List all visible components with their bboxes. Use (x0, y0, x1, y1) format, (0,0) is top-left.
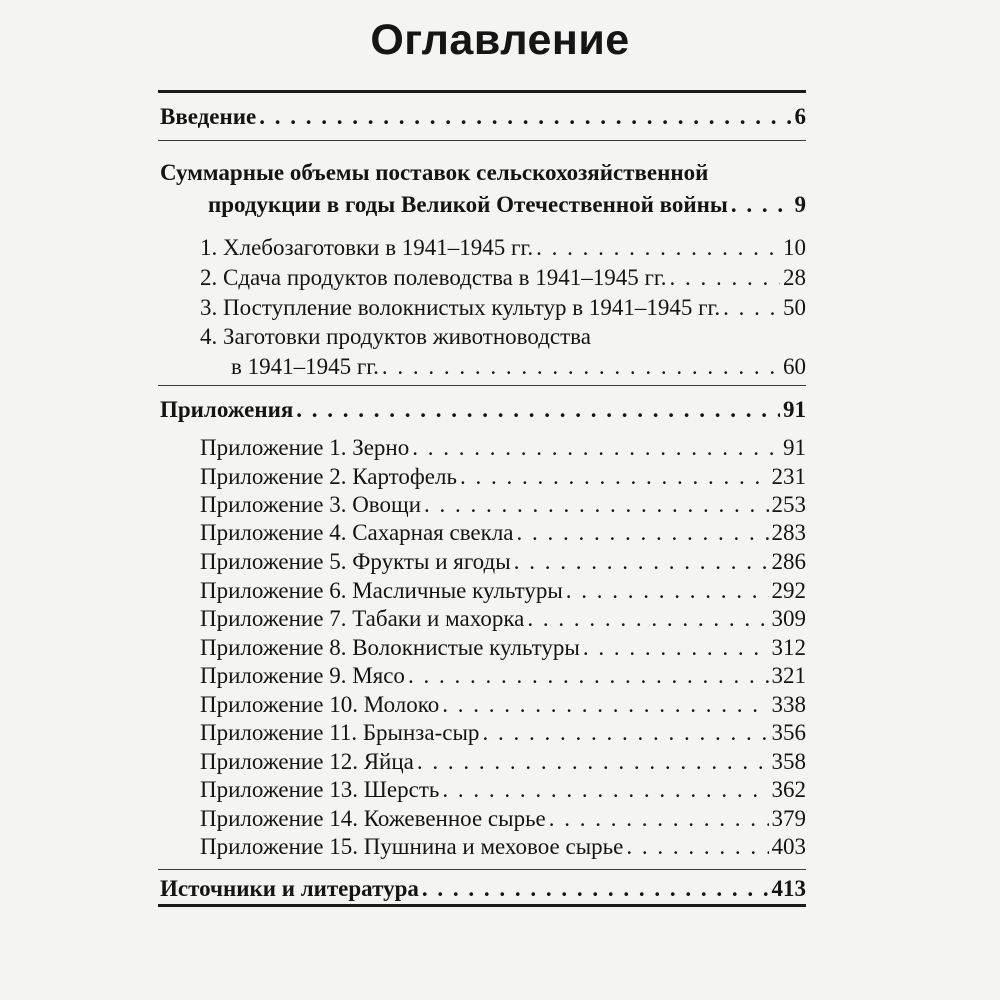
toc-page-number: 91 (783, 435, 806, 460)
toc-page-number: 356 (771, 720, 806, 745)
toc-entry-appendix-15 (200, 832, 806, 862)
leader-dots (296, 395, 780, 425)
leader-dots (549, 804, 769, 834)
section-divider (158, 140, 806, 141)
leader-dots (527, 604, 768, 634)
toc-entry-label: Приложение 13. Шерсть (200, 777, 440, 802)
toc-entry-summary-line1: Суммарные объемы поставок сельскохозяйственной (160, 160, 709, 185)
leader-dots (442, 775, 768, 805)
toc-entry-label: 2. Сдача продуктов полеводства в 1941–1945 гг. (200, 265, 667, 290)
toc-entry-label: 1. Хлебозаготовки в 1941–1945 гг. (200, 235, 534, 260)
toc-entry-section-3 (200, 293, 806, 323)
toc-entry-label: Приложение 5. Фрукты и ягоды (200, 549, 511, 574)
leader-dots (583, 633, 769, 663)
toc-entry-sources (160, 874, 806, 904)
toc-entry-label: Приложение 11. Брынза-сыр (200, 720, 480, 745)
toc-entry-section-4-line1: 4. Заготовки продуктов животноводства (200, 324, 591, 349)
toc-page-number: 50 (783, 295, 806, 320)
toc-entry-appendix-14 (200, 804, 806, 834)
leader-dots (382, 352, 780, 382)
leader-dots (460, 462, 769, 492)
leader-dots (422, 874, 769, 904)
toc-page-number: 283 (771, 520, 806, 545)
toc-page-number: 231 (771, 464, 806, 489)
toc-entry-label: Источники и литература (160, 876, 419, 901)
toc-entry-appendices (160, 395, 806, 425)
bottom-rule (158, 904, 806, 907)
toc-page-number: 10 (783, 235, 806, 260)
toc-entry-appendix-6 (200, 576, 806, 606)
section-divider (158, 869, 806, 870)
toc-entry-appendix-9 (200, 661, 806, 691)
leader-dots (442, 690, 768, 720)
toc-page-number: 403 (771, 834, 806, 859)
toc-page-number: 362 (771, 777, 806, 802)
toc-entry-label: продукции в годы Великой Отечественной войны (208, 192, 728, 217)
toc-entry-appendix-7 (200, 604, 806, 634)
toc-page-number: 358 (771, 749, 806, 774)
toc-entry-appendix-10 (200, 690, 806, 720)
section-divider (158, 385, 806, 386)
toc-entry-appendix-8 (200, 633, 806, 663)
leader-dots (412, 433, 780, 463)
toc-page-number: 28 (783, 265, 806, 290)
leader-dots (536, 233, 780, 263)
leader-dots (424, 490, 768, 520)
toc-entry-label: Приложение 3. Овощи (200, 492, 422, 517)
toc-page-number: 91 (783, 397, 806, 422)
toc-page-number: 9 (794, 192, 806, 217)
leader-dots (259, 102, 791, 132)
toc-page-number: 309 (771, 606, 806, 631)
toc-entry-label: Приложения (160, 397, 294, 422)
toc-entry-label: Приложение 14. Кожевенное сырье (200, 806, 546, 831)
toc-entry-appendix-5 (200, 547, 806, 577)
leader-dots (626, 832, 768, 862)
toc-entry-label: Приложение 1. Зерно (200, 435, 410, 460)
leader-dots (566, 576, 769, 606)
leader-dots (408, 661, 769, 691)
toc-entry-label: Введение (160, 104, 257, 129)
toc-entry-label: Приложение 8. Волокнистые культуры (200, 635, 580, 660)
toc-entry-appendix-12 (200, 747, 806, 777)
toc-entry-appendix-2 (200, 462, 806, 492)
leader-dots (517, 518, 769, 548)
toc-entry-introduction (160, 102, 806, 132)
toc-entry-summary (208, 190, 806, 220)
toc-page-number: 321 (771, 663, 806, 688)
toc-page-number: 379 (771, 806, 806, 831)
toc-entry-appendix-3 (200, 490, 806, 520)
toc-page-number: 286 (771, 549, 806, 574)
toc-entry-appendix-4 (200, 518, 806, 548)
leader-dots (670, 263, 780, 293)
toc-entry-label: в 1941–1945 гг. (231, 354, 379, 379)
toc-entry-label: Приложение 15. Пушнина и меховое сырье (200, 834, 624, 859)
page-title: Оглавление (370, 16, 630, 64)
toc-entry-label: Приложение 10. Молоко (200, 692, 440, 717)
toc-page-number: 413 (771, 876, 806, 901)
toc-entry-label: Приложение 12. Яйца (200, 749, 414, 774)
toc-entry-appendix-13 (200, 775, 806, 805)
leader-dots (417, 747, 769, 777)
toc-entry-section-1 (200, 233, 806, 263)
leader-dots (482, 718, 768, 748)
leader-dots (723, 293, 780, 323)
toc-entry-section-4 (231, 352, 806, 382)
toc-entry-appendix-11 (200, 718, 806, 748)
toc-page-number: 60 (783, 354, 806, 379)
toc-page-number: 292 (771, 578, 806, 603)
toc-entry-label: 3. Поступление волокнистых культур в 1941–1945 гг. (200, 295, 721, 320)
leader-dots (514, 547, 769, 577)
top-rule (158, 90, 806, 93)
toc-entry-section-2 (200, 263, 806, 293)
toc-page-number: 312 (771, 635, 806, 660)
toc-page-number: 253 (771, 492, 806, 517)
leader-dots (731, 190, 792, 220)
toc-entry-appendix-1 (200, 433, 806, 463)
toc-entry-label: Приложение 6. Масличные культуры (200, 578, 563, 603)
toc-entry-label: Приложение 7. Табаки и махорка (200, 606, 525, 631)
toc-page-number: 6 (794, 104, 806, 129)
toc-entry-label: Приложение 9. Мясо (200, 663, 405, 688)
toc-entry-label: Приложение 4. Сахарная свекла (200, 520, 514, 545)
toc-entry-label: Приложение 2. Картофель (200, 464, 457, 489)
toc-page-number: 338 (771, 692, 806, 717)
